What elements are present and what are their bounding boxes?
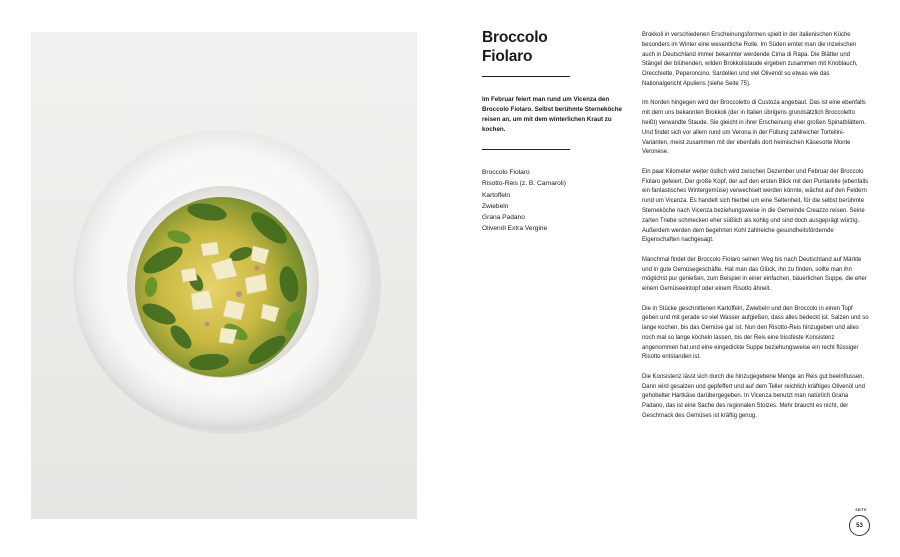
divider — [482, 76, 570, 77]
ingredient-item: Kartoffeln — [482, 191, 511, 199]
risotto-plate-illustration — [31, 32, 417, 519]
divider — [482, 149, 570, 150]
dish-photo — [31, 32, 417, 519]
ingredient-item: Olivenöl Extra Vergine — [482, 225, 548, 233]
page-number: 53 — [849, 515, 870, 536]
paragraph: Brokkoli in verschiedenen Erscheinungsformen spielt in der italienischen Küche besonders im Winter eine wesentliche Rolle. Im Süden erntet man die inzwischen auch in Deutschland immer bekannter werdende Cima di Rapa. Die Blätter und Stängel der blühenden, wilden Brokkolistaude ergeben zusammen mit Knoblauch, Orecchiette, Peperoncino, Sardellen und viel Olivenöl so etwas wie das Nationalgericht Apuliens (siehe Seite 75). — [642, 32, 858, 87]
paragraph: Die Konsistenz lässt sich durch die hinzugegebene Menge an Reis gut beeinflussen. Dann wird gesalzen und gepfeffert und auf dem Teller reichlich kräftiges Olivenöl und gehobelter Hartkäse darübergegeben. In Vicenza benutzt man natürlich Grana Padano, das ist eine Sache des regionalen Stolzes. Mehr braucht es nicht, der Geschmack des Gemüses ist kräftig genug. — [642, 373, 865, 420]
ingredient-item: Zwiebeln — [482, 202, 509, 210]
badge-caption: SEITE — [855, 508, 867, 512]
paragraph: Im Norden hingegen wird der Broccoletto di Custoza angebaut. Das ist eine ebenfalls mit dem uns bekannten Brokkoli (der in Italien übrigens grundsätzlich Broccoletto heißt) verwandte Staude. Sie gleicht in ihrer Erscheinung eher großen Spinatblättern. Und findet sich vor allem rund um Verona in der Füllung zahlreicher Tortellini-Varianten, meist zusammen mit der ebenfalls dort heimischen Käsesorte Monte Veronese. — [642, 100, 866, 156]
intro-text: Im Februar feiert man rund um Vicenza den Broccolo Fiolaro. Selbst berühmte Sterneköche reisen an, um mit dem winterlichen Kraut zu kochen. — [482, 96, 622, 134]
ingredient-item: Risotto-Reis (z. B. Carnaroli) — [482, 180, 566, 188]
paragraph: Ein paar Kilometer weiter östlich wird zwischen Dezember und Februar der Broccolo Fiolaro gefeiert. Der große Kopf, der auf den ersten Blick mit den Puntarelle (ebenfalls ein fantastisches Wintergemüse) verwechselt werden könnte, wächst auf den Feldern rund um Vicenza. Es handelt sich hierbei um eine Seltenheit, für die selbst berühmte Sterneköche nach Vicenza beziehungsweise in die Gemeinde Creazzo reisen. Seine zarten Triebe schmecken eher süßlich als kohlig und sind doch ausgeprägt würzig. Außerdem werden dem begehrten Kohl zahlreiche gesundheitsfördernde Eigenschaften nachgesagt. — [642, 168, 869, 244]
ingredient-list — [482, 167, 622, 235]
ingredient-item: Grana Padano — [482, 214, 525, 222]
article-body — [642, 31, 869, 431]
paragraph: Manchmal findet der Broccolo Fiolaro seinen Weg bis nach Deutschland auf Märkte und in gute Gemüsegeschäfte. Hat man das Glück, ihn zu finden, sollte man ihn möglichst pur genießen, zum Beispiel in einer einfachen, bäuerlichen Suppe, die eher einem Gemüseeintopf oder einem Risotto ähnelt. — [642, 256, 867, 293]
ingredient-item: Broccolo Fiolaro — [482, 169, 530, 176]
paragraph: Die in Stücke geschnittenen Kartoffeln, Zwiebeln und den Broccolo in einen Topf geben und mit gerade so viel Wasser aufgießen, dass alles bedeckt ist. Salzen und so lange kochen, bis das Gemüse gar ist. Nun den Risotto-Reis hinzugeben und alles noch mal so lange köcheln lassen, bis der Reis eine bissfeste Konsistenz angenommen hat und eine eingedickte Suppe beziehungsweise ein recht flüssiger Risotto entstanden ist. — [642, 305, 869, 361]
page-title: Broccolo Fiolaro — [482, 29, 548, 65]
